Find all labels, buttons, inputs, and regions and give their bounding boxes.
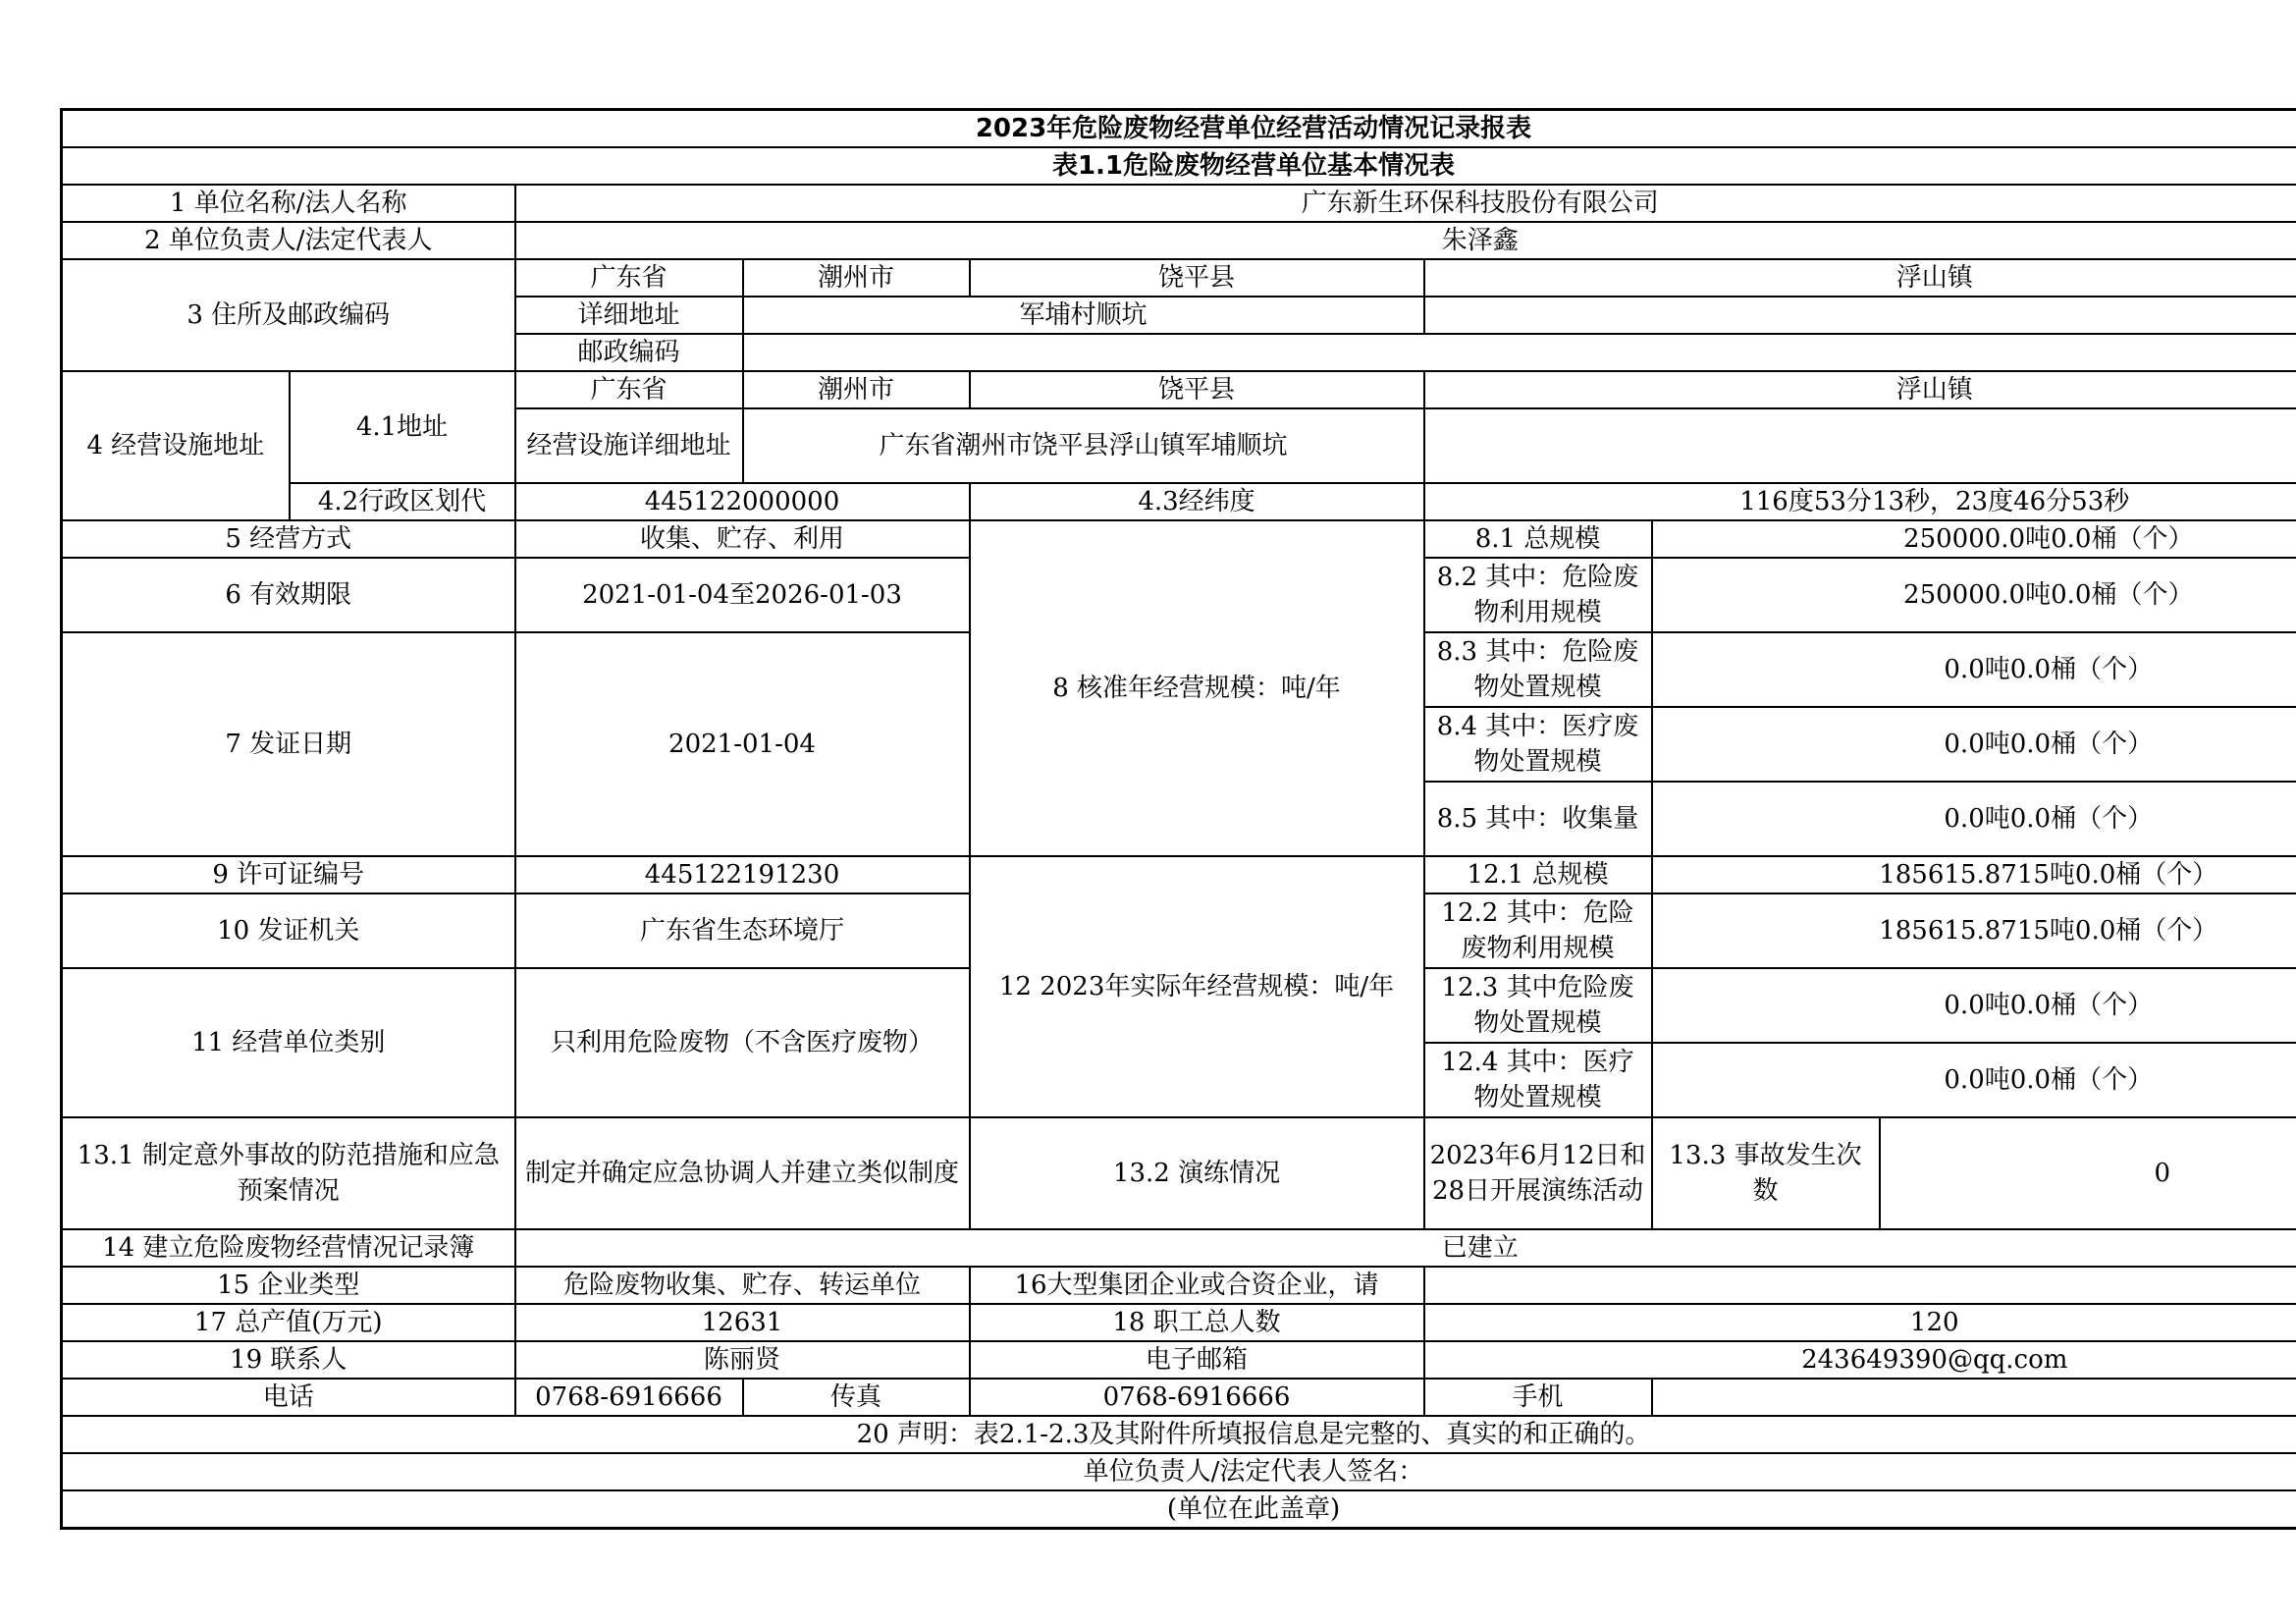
issuing-authority-value: 广东省生态环境厅 bbox=[515, 893, 970, 968]
scale-8-3-value: 0.0吨0.0桶（个） bbox=[1652, 632, 2296, 707]
accident-count-value: 0 bbox=[1880, 1117, 2296, 1229]
enterprise-type-label: 15 企业类型 bbox=[62, 1267, 515, 1304]
facility-county: 饶平县 bbox=[970, 371, 1424, 408]
record-book-value: 已建立 bbox=[515, 1229, 2296, 1267]
scale-8-3-label: 8.3 其中：危险废物处置规模 bbox=[1424, 632, 1652, 707]
emergency-plan-value: 制定并确定应急协调人并建立类似制度 bbox=[515, 1117, 970, 1229]
email-value: 243649390@qq.com bbox=[1424, 1341, 2296, 1379]
unit-name-value: 广东新生环保科技股份有限公司 bbox=[515, 185, 2296, 222]
scale-8-2-label: 8.2 其中：危险废物利用规模 bbox=[1424, 558, 1652, 632]
operation-mode-value: 收集、贮存、利用 bbox=[515, 520, 970, 558]
issue-date-label: 7 发证日期 bbox=[62, 632, 515, 856]
approved-scale-label: 8 核准年经营规模：吨/年 bbox=[970, 520, 1424, 856]
report-table bbox=[60, 108, 2296, 1530]
scale-8-4-value: 0.0吨0.0桶（个） bbox=[1652, 707, 2296, 782]
unit-category-label: 11 经营单位类别 bbox=[62, 968, 515, 1117]
scale-8-1-value: 250000.0吨0.0桶（个） bbox=[1652, 520, 2296, 558]
residence-town: 浮山镇 bbox=[1424, 259, 2296, 297]
issuing-authority-label: 10 发证机关 bbox=[62, 893, 515, 968]
scale-12-1-value: 185615.8715吨0.0桶（个） bbox=[1652, 856, 2296, 893]
group-enterprise-value bbox=[1424, 1267, 2296, 1304]
declaration-text: 20 声明：表2.1-2.3及其附件所填报信息是完整的、真实的和正确的。 bbox=[62, 1416, 2296, 1453]
residence-detail-value: 军埔村顺坑 bbox=[743, 297, 1424, 334]
signature-line: 单位负责人/法定代表人签名： bbox=[62, 1453, 2296, 1490]
phone-label: 电话 bbox=[62, 1379, 515, 1416]
emergency-plan-label: 13.1 制定意外事故的防范措施和应急预案情况 bbox=[62, 1117, 515, 1229]
contact-label: 19 联系人 bbox=[62, 1341, 515, 1379]
scale-8-5-value: 0.0吨0.0桶（个） bbox=[1652, 782, 2296, 856]
phone-value: 0768-6916666 bbox=[515, 1379, 743, 1416]
facility-detail-label: 经营设施详细地址 bbox=[515, 408, 743, 483]
enterprise-type-value: 危险废物收集、贮存、转运单位 bbox=[515, 1267, 970, 1304]
drill-label: 13.2 演练情况 bbox=[970, 1117, 1424, 1229]
scale-12-3-value: 0.0吨0.0桶（个） bbox=[1652, 968, 2296, 1043]
facility-province: 广东省 bbox=[515, 371, 743, 408]
seal-line: (单位在此盖章) bbox=[62, 1490, 2296, 1529]
validity-value: 2021-01-04至2026-01-03 bbox=[515, 558, 970, 632]
operation-mode-label: 5 经营方式 bbox=[62, 520, 515, 558]
scale-8-1-label: 8.1 总规模 bbox=[1424, 520, 1652, 558]
group-enterprise-label: 16大型集团企业或合资企业，请 bbox=[970, 1267, 1424, 1304]
residence-detail-extra bbox=[1424, 297, 2296, 334]
fax-value: 0768-6916666 bbox=[970, 1379, 1424, 1416]
scale-12-2-value: 185615.8715吨0.0桶（个） bbox=[1652, 893, 2296, 968]
residence-label: 3 住所及邮政编码 bbox=[62, 259, 515, 371]
scale-8-4-label: 8.4 其中：医疗废物处置规模 bbox=[1424, 707, 1652, 782]
email-label: 电子邮箱 bbox=[970, 1341, 1424, 1379]
unit-category-value: 只利用危险废物（不含医疗废物） bbox=[515, 968, 970, 1117]
region-code-label: 4.2行政区划代 bbox=[290, 483, 515, 520]
output-value-value: 12631 bbox=[515, 1304, 970, 1341]
facility-address-label: 4 经营设施地址 bbox=[62, 371, 290, 520]
scale-8-5-label: 8.5 其中：收集量 bbox=[1424, 782, 1652, 856]
employee-count-value: 120 bbox=[1424, 1304, 2296, 1341]
region-code-value: 445122000000 bbox=[515, 483, 970, 520]
license-no-label: 9 许可证编号 bbox=[62, 856, 515, 893]
mobile-label: 手机 bbox=[1424, 1379, 1652, 1416]
geo-label: 4.3经纬度 bbox=[970, 483, 1424, 520]
license-no-value: 445122191230 bbox=[515, 856, 970, 893]
scale-12-1-label: 12.1 总规模 bbox=[1424, 856, 1652, 893]
contact-value: 陈丽贤 bbox=[515, 1341, 970, 1379]
actual-scale-label: 12 2023年实际年经营规模：吨/年 bbox=[970, 856, 1424, 1117]
scale-12-4-label: 12.4 其中：医疗物处置规模 bbox=[1424, 1043, 1652, 1117]
legal-rep-label: 2 单位负责人/法定代表人 bbox=[62, 222, 515, 259]
unit-name-label: 1 单位名称/法人名称 bbox=[62, 185, 515, 222]
mobile-value bbox=[1652, 1379, 2296, 1416]
scale-8-2-value: 250000.0吨0.0桶（个） bbox=[1652, 558, 2296, 632]
table-subtitle: 表1.1危险废物经营单位基本情况表 bbox=[62, 147, 2296, 185]
residence-city: 潮州市 bbox=[743, 259, 970, 297]
output-value-label: 17 总产值(万元) bbox=[62, 1304, 515, 1341]
residence-county: 饶平县 bbox=[970, 259, 1424, 297]
legal-rep-value: 朱泽鑫 bbox=[515, 222, 2296, 259]
employee-count-label: 18 职工总人数 bbox=[970, 1304, 1424, 1341]
fax-label: 传真 bbox=[743, 1379, 970, 1416]
report-title: 2023年危险废物经营单位经营活动情况记录报表 bbox=[62, 110, 2296, 148]
geo-value: 116度53分13秒，23度46分53秒 bbox=[1424, 483, 2296, 520]
validity-label: 6 有效期限 bbox=[62, 558, 515, 632]
postcode-value bbox=[743, 334, 2296, 371]
facility-city: 潮州市 bbox=[743, 371, 970, 408]
drill-value: 2023年6月12日和28日开展演练活动 bbox=[1424, 1117, 1652, 1229]
accident-count-label: 13.3 事故发生次数 bbox=[1652, 1117, 1880, 1229]
facility-town: 浮山镇 bbox=[1424, 371, 2296, 408]
residence-detail-label: 详细地址 bbox=[515, 297, 743, 334]
postcode-label: 邮政编码 bbox=[515, 334, 743, 371]
scale-12-3-label: 12.3 其中危险废物处置规模 bbox=[1424, 968, 1652, 1043]
residence-province: 广东省 bbox=[515, 259, 743, 297]
facility-detail-extra bbox=[1424, 408, 2296, 483]
scale-12-2-label: 12.2 其中：危险废物利用规模 bbox=[1424, 893, 1652, 968]
scale-12-4-value: 0.0吨0.0桶（个） bbox=[1652, 1043, 2296, 1117]
facility-detail-value: 广东省潮州市饶平县浮山镇军埔顺坑 bbox=[743, 408, 1424, 483]
record-book-label: 14 建立危险废物经营情况记录簿 bbox=[62, 1229, 515, 1267]
facility-addr-sublabel: 4.1地址 bbox=[290, 371, 515, 483]
issue-date-value: 2021-01-04 bbox=[515, 632, 970, 856]
